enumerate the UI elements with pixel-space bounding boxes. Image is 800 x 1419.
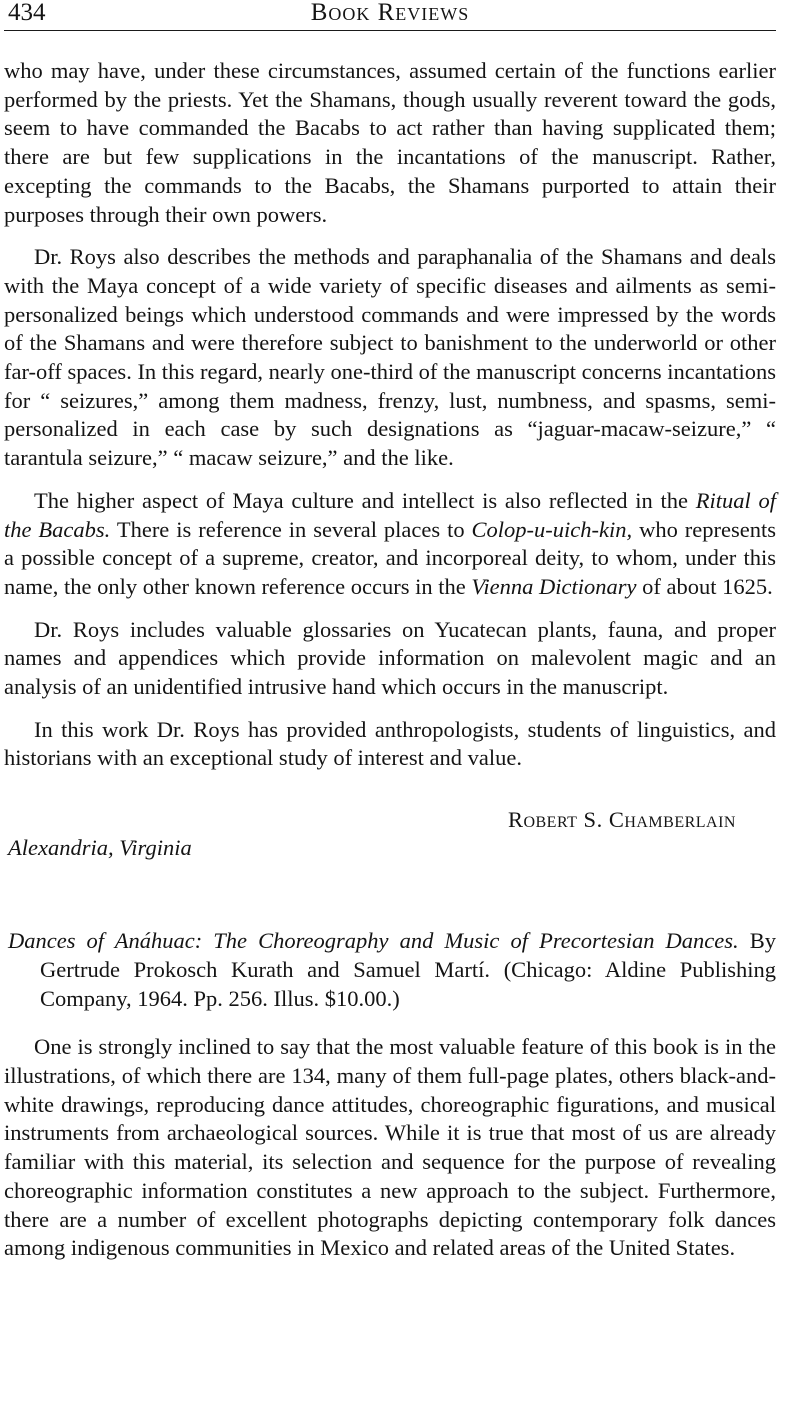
page-number: 434 bbox=[8, 0, 46, 26]
section-title: Book Reviews bbox=[310, 0, 470, 26]
book-title: Dances of Anáhuac: The Choreography and Music of Precortesian Dances. bbox=[8, 928, 739, 954]
title-ritual-of-the-bacabs: Ritual of the Bacabs. bbox=[4, 487, 776, 542]
title-vienna-dictionary: Vienna Dictionary bbox=[471, 573, 637, 599]
paragraph-higher-aspect bbox=[4, 487, 776, 602]
reviewer-name: Robert S. Chamberlain bbox=[507, 807, 736, 833]
term-colop-u-uich-kin: Colop-u-uich-kin, bbox=[471, 516, 633, 542]
text-run: There is reference in several places to bbox=[110, 516, 472, 542]
reviewer-signature bbox=[4, 807, 776, 867]
paragraph-illustrations: One is strongly inclined to say that the most valuable feature of this book is in the illustrations, of which there are 134, many of them full-page plates, others black-and-white drawings, reproducing dance attitudes, choreographic figurations, and musical instruments from archaeological sources. While it is true that most of us are already familiar with this material, its selection and sequence for the purpose of revealing choreographic information constitutes a new approach to the subject. Furthermore, there are a number of excellent photographs depicting contemporary folk dances among indigenous communities in Mexico and related areas of the United States. bbox=[4, 1034, 776, 1261]
paragraph-conclusion: In this work Dr. Roys has provided anthropologists, students of linguistics, and historians with an exceptional study of interest and value. bbox=[4, 716, 776, 771]
running-head bbox=[4, 0, 776, 31]
paragraph-diseases-seizures: Dr. Roys also describes the methods and paraphanalia of the Shamans and deals with the Maya concept of a wide variety of specific diseases and ailments as semi-personalized beings which understood commands and were impressed by the words of the Shamans and were therefore subject to banishment to the underworld or other far-off spaces. In this regard, nearly one-third of the manuscript concerns incantations for “ seizures,” among them madness, frenzy, lust, numbness, and spasms, semi-personalized in each case by such designations as “jaguar-macaw-seizure,” “ tarantula seizure,” “ macaw seizure,” and the like. bbox=[4, 244, 776, 471]
paragraph-glossaries: Dr. Roys includes valuable glossaries on Yucatecan plants, fauna, and proper names and appendices which provide information on malevolent magic and an analysis of an unidentified intrusive hand which occurs in the manuscript. bbox=[4, 616, 776, 700]
reviewer-location: Alexandria, Virginia bbox=[8, 835, 192, 861]
text-run: of about 1625. bbox=[636, 573, 773, 599]
review-roys-continued bbox=[4, 57, 776, 773]
review-dances-body bbox=[4, 1033, 776, 1263]
text-run: who represents a possible concept of a supreme, creator, and incorporeal deity, to whom, under this name, the only other known reference occurs in the bbox=[4, 516, 776, 599]
text-run: The higher aspect of Maya culture and intellect is also reflected in the bbox=[34, 487, 696, 513]
book-citation: By Gertrude Prokosch Kurath and Samuel Martí. (Chicago: Aldine Publishing Company, 1964. Pp. 256. Illus. $10.00.) bbox=[40, 928, 776, 1011]
paragraph-shamans-functions: who may have, under these circumstances, assumed certain of the functions earlier performed by the priests. Yet the Shamans, though usually reverent toward the gods, seem to have commanded the Bacabs to act rather than having supplicated them; there are but few supplications in the incantations of the manuscript. Rather, excepting the commands to the Bacabs, the Shamans purported to attain their purposes through their own powers. bbox=[4, 58, 776, 227]
review-heading-dances-of-anahuac bbox=[4, 927, 776, 1013]
